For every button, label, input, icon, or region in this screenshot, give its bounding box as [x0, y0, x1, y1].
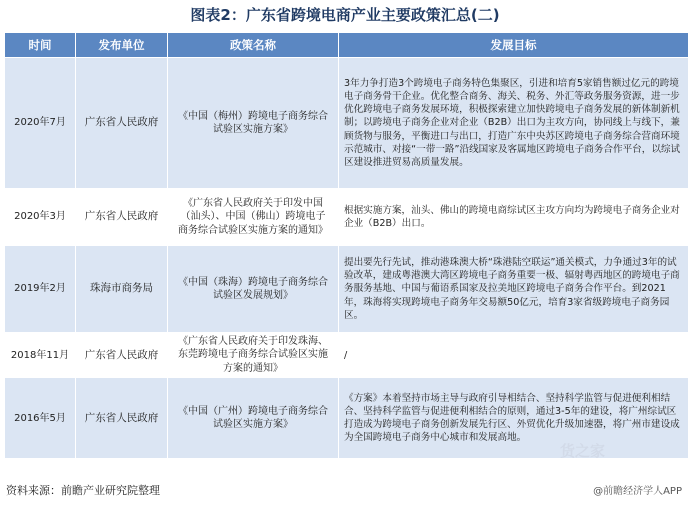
- row-date: 2016年5月: [5, 378, 76, 459]
- row-goal: 3年力争打造3个跨境电子商务特色集聚区，引进和培育5家销售额过亿元的跨境电子商务骨干企业。优化整合商务、海关、税务、外汇等政务服务资源，进一步优化跨境电子商务发展环境，积极探索建立加快跨境电子商务发展的新体制新机制；以跨境电子商务企业对企业（B2B）出口为主攻方向，协同线上与线下，兼顾货物与服务，平衡进口与出口，打造广东中央苏区跨境电子商务综合营商环境示范城市、对接“一带一路”沿线国家及客属地区跨境电子商务合作平台，以综试区建设推进贸易高质量发展。: [339, 58, 689, 189]
- row-policy-name: 《中国（梅州）跨境电子商务综合试验区实施方案》: [168, 58, 339, 189]
- row-goal: 根据实施方案，汕头、佛山的跨境电商综试区主攻方向均为跨境电子商务企业对企业（B2B）出口。: [339, 189, 689, 246]
- row-goal: 提出要先行先试，推动港珠澳大桥“珠港陆空联运”通关模式，力争通过3年的试验改革，建成粤港澳大湾区跨境电子商务重要一极、辐射粤西地区的跨境电子商务服务基地、中国与葡语系国家及拉美地区跨境电子商务合作平台。到2021年，珠海将实现跨境电子商务年交易额50亿元，培育3家省级跨境电子商务园区。: [339, 246, 689, 333]
- row-date: 2018年11月: [5, 333, 76, 378]
- row-date: 2020年7月: [5, 58, 76, 189]
- row-unit: 珠海市商务局: [76, 246, 168, 333]
- row-unit: 广东省人民政府: [76, 189, 168, 246]
- row-unit: 广东省人民政府: [76, 58, 168, 189]
- row-policy-name: 《中国（珠海）跨境电子商务综合试验区发展规划》: [168, 246, 339, 333]
- row-policy-name: 《广东省人民政府关于印发中国（汕头）、中国（佛山）跨境电子商务综合试验区实施方案的通知》: [168, 189, 339, 246]
- page-title: 图表2：广东省跨境电商产业主要政策汇总(二): [190, 6, 500, 24]
- header-unit: 发布单位: [76, 33, 168, 58]
- header-policy-name: 政策名称: [168, 33, 339, 58]
- row-policy-name: 《广东省人民政府关于印发珠海、东莞跨境电子商务综合试验区实施方案的通知》: [168, 333, 339, 378]
- table-row: [5, 333, 689, 378]
- row-date: 2019年2月: [5, 246, 76, 333]
- policy-table-container: [4, 32, 688, 459]
- policy-table: [4, 32, 689, 459]
- row-goal: 《方案》本着坚持市场主导与政府引导相结合、坚持科学监管与促进便利相结合、坚持科学监管与促进便利相结合的原则，通过3-5年的建设，将广州综试区打造成为跨境电子商务创新发展先行区、外贸优化升级加速器，将广州市建设成为全国跨境电子商务中心城市和发展高地。: [339, 378, 689, 459]
- header-date: 时间: [5, 33, 76, 58]
- row-date: 2020年3月: [5, 189, 76, 246]
- table-row: [5, 58, 689, 189]
- table-header-row: [5, 33, 689, 58]
- row-goal: /: [339, 333, 689, 378]
- header-goal: 发展目标: [339, 33, 689, 58]
- row-unit: 广东省人民政府: [76, 333, 168, 378]
- table-row: [5, 246, 689, 333]
- table-row: [5, 189, 689, 246]
- watermark-logo: 货之家: [560, 442, 606, 460]
- row-unit: 广东省人民政府: [76, 378, 168, 459]
- credit-note: @前瞻经济学人APP: [593, 486, 682, 497]
- source-note: 资料来源：前瞻产业研究院整理: [6, 484, 160, 497]
- row-policy-name: 《中国（广州）跨境电子商务综合试验区实施方案》: [168, 378, 339, 459]
